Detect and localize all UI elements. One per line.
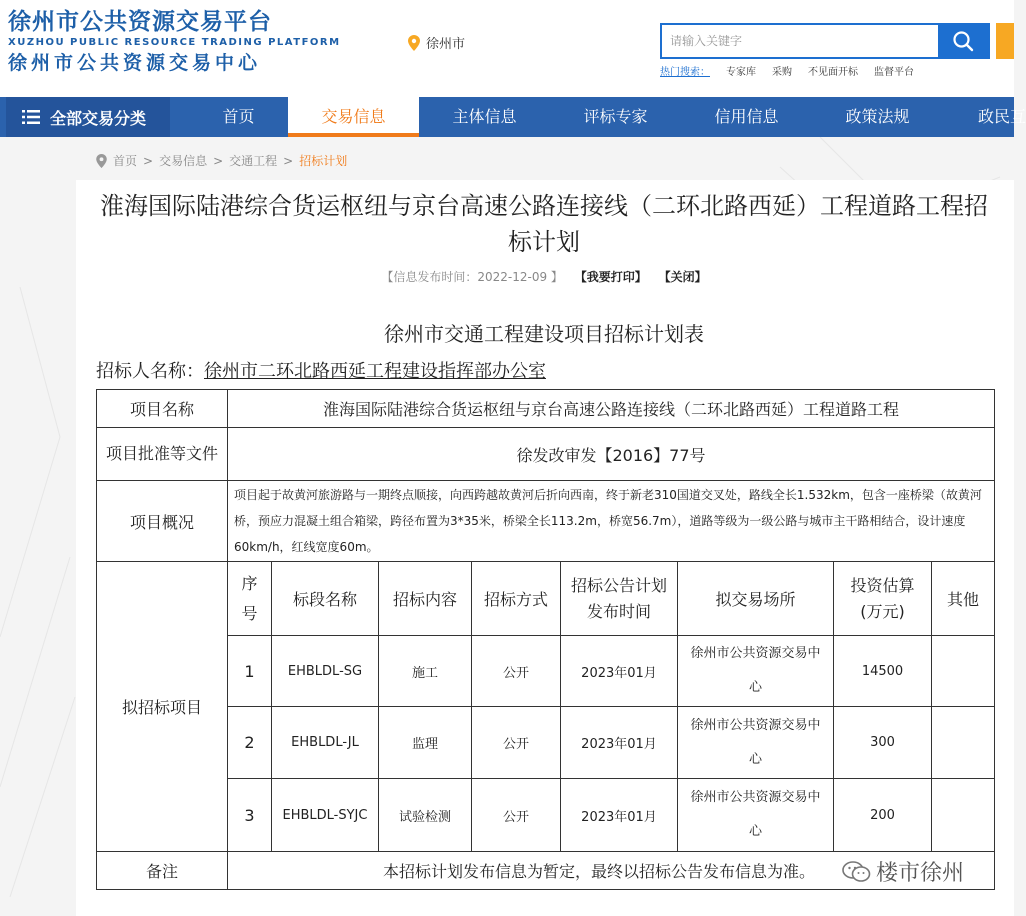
- row-section: EHBLDL-SG: [272, 636, 379, 707]
- breadcrumb-current: 招标计划: [299, 154, 348, 168]
- row-time: 2023年01月: [561, 779, 678, 852]
- row-no: 3: [228, 779, 272, 852]
- logo-subtitle: 徐州市公共资源交易中心: [8, 52, 262, 74]
- row-content: 监理: [379, 707, 472, 779]
- breadcrumb-home[interactable]: 首页: [113, 154, 138, 168]
- project-overview: 项目起于故黄河旅游路与一期终点顺接，向西跨越故黄河后折向西南，终于新老310国道交叉处，路线全长1.532km，包含一座桥梁（故黄河桥，预应力混凝土组合箱梁，跨径布置为3*35米，桥梁全长113.2m，桥宽56.7m），道路等级为一级公路与城市主干路相结合，设计速度60km/h，红线宽度60m。: [228, 481, 995, 562]
- col-header: 投资估算(万元): [834, 562, 932, 636]
- table-header-row: [97, 562, 995, 636]
- approval-doc: 徐发改审发【2016】77号: [228, 428, 995, 481]
- row-content: 施工: [379, 636, 472, 707]
- row-no: 2: [228, 707, 272, 779]
- col-header: 招标方式: [472, 562, 561, 636]
- all-categories-button[interactable]: [6, 97, 170, 137]
- table-row: [97, 636, 995, 707]
- col-header: 其他: [932, 562, 995, 636]
- nav-item-trading[interactable]: 交易信息: [288, 97, 419, 137]
- location-label: 徐州市: [426, 37, 466, 52]
- breadcrumb: [96, 152, 347, 169]
- nav-item-entity[interactable]: 主体信息: [452, 107, 517, 126]
- search-button[interactable]: [938, 25, 988, 57]
- all-categories-label: 全部交易分类: [50, 108, 147, 128]
- site-header: [0, 0, 1014, 97]
- breadcrumb-separator: >: [143, 153, 154, 168]
- row-invest: 200: [834, 779, 932, 852]
- search-icon: [952, 30, 974, 52]
- row-time: 2023年01月: [561, 636, 678, 707]
- hot-search-link[interactable]: 不见面开标: [808, 67, 858, 78]
- row-place: 徐州市公共资源交易中心: [678, 707, 834, 779]
- row-section: EHBLDL-SYJC: [272, 779, 379, 852]
- breadcrumb-separator: >: [213, 153, 224, 168]
- bidder-name: 徐州市二环北路西延工程建设指挥部办公室: [204, 361, 546, 382]
- row-invest: 300: [834, 707, 932, 779]
- overview-label: 项目概况: [97, 481, 228, 562]
- row-method: 公开: [472, 636, 561, 707]
- wechat-icon: [842, 860, 872, 884]
- breadcrumb-trading[interactable]: 交易信息: [159, 154, 208, 168]
- site-logo[interactable]: [8, 8, 341, 75]
- row-other: [932, 707, 995, 779]
- location-pin-icon: [408, 35, 420, 51]
- hot-searches: [660, 63, 914, 78]
- hot-search-link[interactable]: 采购: [772, 67, 792, 78]
- table-row: [97, 390, 995, 428]
- col-header: 序号: [228, 562, 272, 636]
- breadcrumb-traffic[interactable]: 交通工程: [229, 154, 278, 168]
- publish-date: 【信息发布时间：2022-12-09 】: [381, 270, 563, 284]
- row-section: EHBLDL-JL: [272, 707, 379, 779]
- project-name: 淮海国际陆港综合货运枢纽与京台高速公路连接线（二环北路西延）工程道路工程: [228, 390, 995, 428]
- row-method: 公开: [472, 707, 561, 779]
- row-place: 徐州市公共资源交易中心: [678, 779, 834, 852]
- hot-search-label: 热门搜索：: [660, 67, 710, 78]
- logo-title: 徐州市公共资源交易平台: [8, 9, 272, 35]
- col-header: 标段名称: [272, 562, 379, 636]
- remark-label: 备注: [97, 852, 228, 890]
- row-place: 徐州市公共资源交易中心: [678, 636, 834, 707]
- main-nav: [0, 97, 1026, 137]
- print-link[interactable]: 【我要打印】: [574, 270, 647, 284]
- table-row: [97, 707, 995, 779]
- search-input[interactable]: [662, 25, 938, 57]
- row-content: 试验检测: [379, 779, 472, 852]
- bid-plan-table: [96, 389, 995, 890]
- nav-item-credit[interactable]: 信用信息: [714, 107, 779, 126]
- row-no: 1: [228, 636, 272, 707]
- project-name-label: 项目名称: [97, 390, 228, 428]
- close-link[interactable]: 【关闭】: [658, 270, 707, 284]
- article-meta: [94, 268, 994, 285]
- col-header: 招标内容: [379, 562, 472, 636]
- watermark: [838, 856, 968, 887]
- table-row: [97, 779, 995, 852]
- nav-item-policy[interactable]: 政策法规: [845, 107, 910, 126]
- breadcrumb-separator: >: [283, 153, 294, 168]
- table-title: 徐州市交通工程建设项目招标计划表: [384, 322, 704, 346]
- watermark-text: 楼市徐州: [876, 861, 965, 886]
- bidder: [96, 357, 546, 383]
- row-invest: 14500: [834, 636, 932, 707]
- nav-item-public[interactable]: 政民互: [978, 107, 1026, 126]
- side-tab[interactable]: [996, 23, 1014, 59]
- bidder-label: 招标人名称：: [96, 361, 204, 382]
- row-other: [932, 779, 995, 852]
- remark: 本招标计划发布信息为暂定，最终以招标公告发布信息为准。: [228, 852, 995, 890]
- row-method: 公开: [472, 779, 561, 852]
- logo-english: XUZHOU PUBLIC RESOURCE TRADING PLATFORM: [8, 37, 341, 48]
- row-other: [932, 636, 995, 707]
- col-header: 拟交易场所: [678, 562, 834, 636]
- menu-icon: [22, 110, 40, 124]
- table-row: [97, 428, 995, 481]
- page-title: 淮海国际陆港综合货运枢纽与京台高速公路连接线（二环北路西延）工程道路工程招标计划: [100, 192, 988, 256]
- table-row: [97, 481, 995, 562]
- location-pin-icon: [96, 154, 107, 168]
- hot-search-link[interactable]: 监督平台: [874, 67, 914, 78]
- search-box: [660, 23, 990, 59]
- approval-label: 项目批准等文件: [97, 428, 228, 481]
- row-time: 2023年01月: [561, 707, 678, 779]
- nav-item-home[interactable]: 首页: [222, 107, 255, 126]
- col-header: 招标公告计划发布时间: [561, 562, 678, 636]
- hot-search-link[interactable]: 专家库: [726, 67, 756, 78]
- proposed-label: 拟招标项目: [97, 562, 228, 852]
- location-selector[interactable]: [408, 33, 465, 52]
- nav-item-experts[interactable]: 评标专家: [583, 107, 648, 126]
